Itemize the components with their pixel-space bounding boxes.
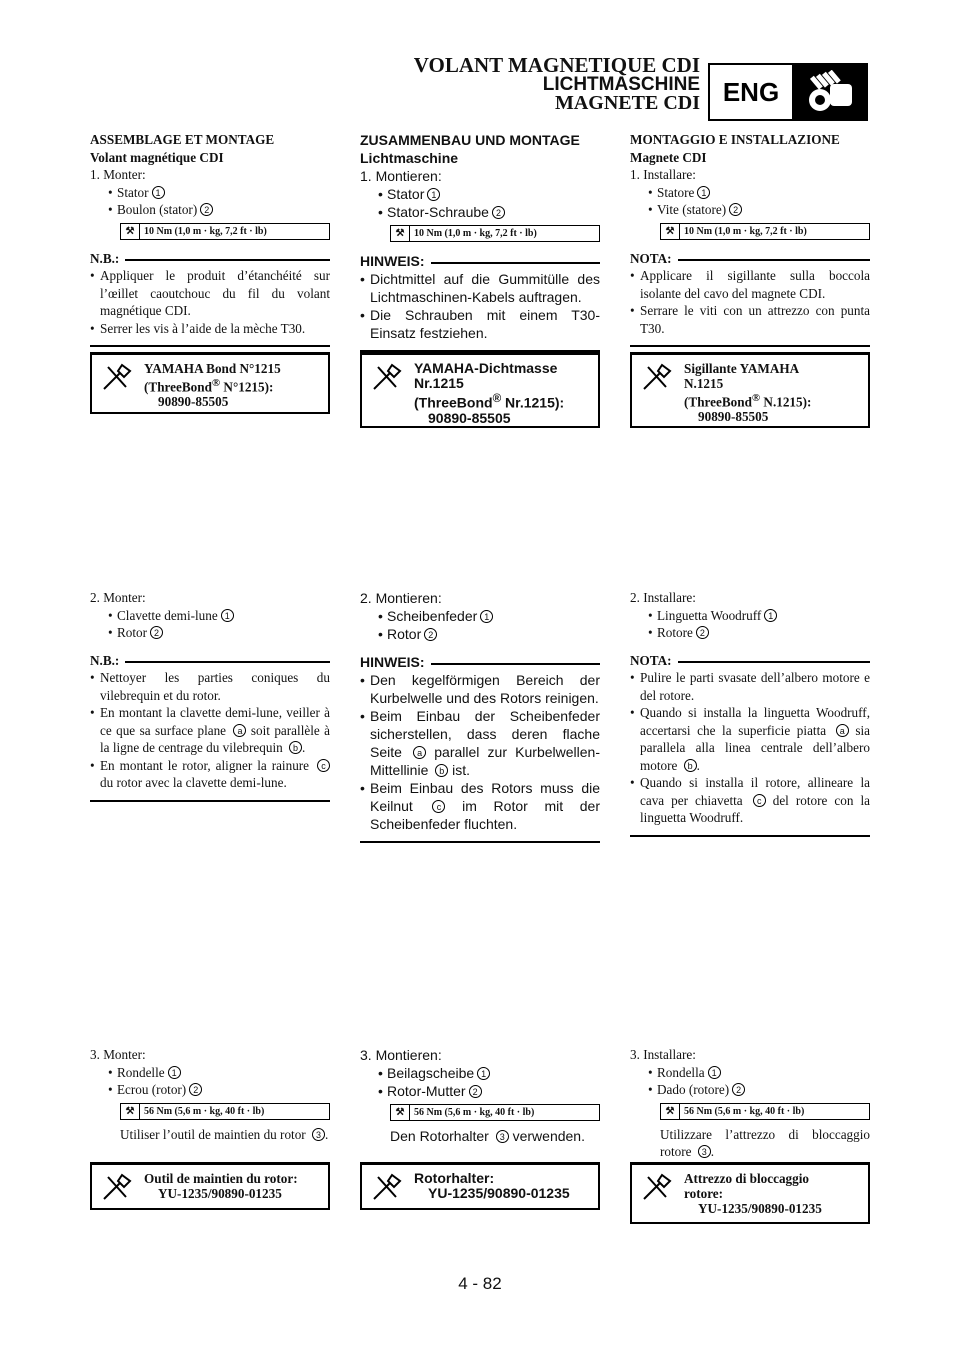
french-section-3 (90, 1046, 330, 1143)
text: 56 Nm (5,6 m · kg, 40 ft · lb) (144, 1105, 265, 1117)
text: Magnete CDI (630, 149, 707, 165)
text: N°1215): (220, 379, 274, 395)
text: sia parallela alla linea centrale dell’albero motore (640, 722, 871, 773)
text: 2 (732, 1083, 745, 1096)
text: Rondelle (117, 1064, 165, 1080)
list-item (360, 607, 600, 625)
torque-spec (120, 223, 330, 240)
special-tool-box (360, 352, 600, 428)
note-item: • Serrer les vis à l’aide de la mèche T30. (90, 320, 330, 338)
torque-wrench-icon: ⚒ (391, 1105, 410, 1120)
callout-number: 2 (150, 626, 163, 639)
text: Den Rotorhalter (390, 1128, 493, 1144)
text: 2 (469, 1085, 482, 1098)
text: Beim Einbau der Scheibenfeder sicherstellen, dass deren flache Seite (370, 708, 600, 760)
text: YU-1235/90890-01235 (698, 1201, 822, 1216)
note-item: • Nettoyer les parties coniques du vilebrequin et du rotor. (90, 669, 330, 704)
text: Dado (rotore) (657, 1082, 730, 1097)
text: Quando si installa il rotore, allineare la cava per chiavetta (640, 775, 870, 808)
text: MONTAGGIO E INSTALLAZIONE (630, 132, 840, 147)
german-section-2 (360, 589, 600, 843)
text: . (302, 740, 306, 755)
text: b (684, 759, 697, 772)
special-tool-icon (362, 355, 412, 426)
note-block (90, 250, 330, 348)
text: c (432, 800, 445, 813)
text: YAMAHA-Dichtmasse (414, 360, 558, 376)
text: 1 (427, 188, 440, 201)
note-item: • Dichtmittel auf die Gummitülle des Lichtmaschinen-Kabels auftragen. (360, 270, 600, 306)
text: 2. Montieren: (360, 590, 442, 606)
french-section-1 (90, 131, 330, 347)
text: . (324, 1126, 329, 1142)
list-item (90, 201, 330, 219)
text: En montant la clavette demi-lune, veiller à ce que sa surface plane (100, 705, 330, 738)
torque-spec (660, 223, 870, 240)
note-item: • Den kegelförmigen Bereich der Kurbelwelle und des Rotors reinigen. (360, 671, 600, 707)
list-item (630, 1081, 870, 1099)
text: Rotore (657, 625, 693, 640)
text: 56 Nm (5,6 m · kg, 40 ft · lb) (684, 1105, 805, 1117)
text: Lichtmaschine (360, 150, 459, 166)
italian-section-1 (630, 131, 870, 347)
text: Sigillante YAMAHA (684, 361, 800, 376)
text: 2 (729, 203, 742, 216)
list-item (90, 624, 330, 642)
note-block (90, 652, 330, 802)
instruction-text (630, 1126, 870, 1161)
text: Clavette demi-lune (117, 607, 218, 623)
text: YU-1235/90890-01235 (158, 1186, 282, 1201)
text: 56 Nm (5,6 m · kg, 40 ft · lb) (414, 1107, 535, 1118)
text: c (317, 759, 330, 772)
text: YAMAHA Bond N°1215 (144, 361, 281, 376)
callout-number: 1 (152, 186, 165, 199)
special-tool-icon (632, 1165, 682, 1222)
italian-section-2 (630, 589, 870, 837)
text: del rotore con la linguetta Woodruff. (640, 792, 870, 825)
text: 2 (424, 628, 437, 641)
text: N.1215): (760, 394, 812, 410)
text: 1. Installare: (630, 167, 696, 182)
note-block (630, 250, 870, 348)
text: Scheibenfeder (387, 608, 478, 624)
instruction-text (360, 1127, 600, 1145)
header-title-fr: VOLANT MAGNETIQUE CDI (413, 53, 700, 77)
text: ® (751, 392, 761, 404)
french-section-2 (90, 589, 330, 802)
note-block (360, 252, 600, 352)
page-header (300, 53, 700, 114)
torque-wrench-icon: ⚒ (391, 226, 410, 241)
list-item (360, 625, 600, 643)
text: 1. Montieren: (360, 168, 442, 184)
note-item (90, 757, 330, 792)
text: a (413, 746, 426, 759)
special-tool-box (630, 1162, 870, 1224)
text: Rotorhalter: (414, 1170, 495, 1186)
text: 1 (708, 1066, 721, 1079)
note-item: • Appliquer le produit d’étanchéité sur l’œillet caoutchouc du fil du volant magnétique CDI. (90, 267, 330, 320)
text: N.B.: (90, 652, 120, 668)
section-heading: ASSEMBLAGE ET MONTAGE (90, 132, 275, 147)
text: ® (211, 377, 221, 389)
torque-wrench-icon: ⚒ (121, 1104, 140, 1119)
text: 2 (492, 206, 505, 219)
list-item (360, 1064, 600, 1082)
text: En montant le rotor, aligner la rainure (100, 757, 314, 773)
text: Linguetta Woodruff (657, 607, 762, 623)
text: Statore (657, 184, 695, 200)
torque-spec (660, 1103, 870, 1120)
text: 1 (477, 1067, 490, 1080)
text: 10 Nm (1,0 m · kg, 7,2 ft · lb) (144, 225, 267, 237)
text: Stator (117, 184, 149, 200)
text: . (710, 1144, 715, 1159)
step-label: 1. Monter: (90, 167, 146, 182)
note-item: • Applicare il sigillante sulla boccola isolante del cavo del magnete CDI. (630, 267, 870, 302)
text: Rotor-Mutter (387, 1083, 466, 1099)
text: 3. Monter: (90, 1047, 146, 1062)
text: Outil de maintien du rotor: (144, 1171, 298, 1186)
callout-number: 2 (200, 203, 213, 216)
text: a (233, 724, 246, 737)
header-title-de: LICHTMASCHINE (542, 74, 700, 95)
list-item (360, 1082, 600, 1100)
list-item (630, 1064, 870, 1082)
text: 2 (696, 626, 709, 639)
text: Quando si installa la linguetta Woodruff, accertarsi che la superficie piatta (640, 705, 870, 738)
special-tool-box (360, 1162, 600, 1210)
text: 1 (764, 609, 777, 622)
list-item (630, 624, 870, 642)
list-item (630, 201, 870, 219)
text: Attrezzo di bloccaggio (684, 1171, 810, 1186)
note-item (630, 774, 870, 827)
text: (ThreeBond (414, 394, 493, 411)
text: Vite (statore) (657, 202, 727, 217)
text: ist. (448, 762, 471, 778)
text: c (753, 794, 766, 807)
german-section-1 (360, 131, 600, 352)
text: Nr.1215): (501, 394, 565, 411)
text: 1 (480, 610, 493, 623)
note-item (630, 704, 870, 774)
instruction-text (90, 1126, 330, 1144)
text: Beim Einbau des Rotors muss die Keilnut (370, 780, 600, 814)
callout-number: 1 (221, 609, 234, 622)
text: 3. Installare: (630, 1047, 696, 1062)
note-item: • Die Schrauben mit einem T30-Einsatz festziehen. (360, 306, 600, 342)
text: 2 (189, 1083, 202, 1096)
text: Beilagscheibe (387, 1065, 475, 1081)
text: 3 (698, 1145, 711, 1158)
section-badge (708, 63, 868, 121)
note-item (90, 704, 330, 757)
text: b (435, 764, 448, 777)
torque-wrench-icon: ⚒ (121, 224, 140, 239)
text: soit parallèle à la ligne de centrage du vilebrequin (100, 722, 331, 755)
text: parallel zur Kurbelwellen-Mittellinie (370, 744, 600, 778)
text: ® (492, 392, 502, 405)
header-title-it: MAGNETE CDI (554, 92, 700, 114)
text: 3 (312, 1128, 325, 1141)
text: Rondella (657, 1064, 705, 1080)
text: 10 Nm (1,0 m · kg, 7,2 ft · lb) (414, 228, 537, 239)
text: im Rotor mit der Scheibenfeder fluchten. (370, 798, 600, 832)
torque-spec (390, 1104, 600, 1121)
text: HINWEIS: (360, 253, 425, 269)
text: Ecrou (rotor) (117, 1082, 187, 1097)
text: 90890-85505 (698, 409, 769, 425)
note-item (360, 707, 600, 779)
text: Boulon (stator) (117, 202, 198, 217)
note-block (630, 652, 870, 837)
list-item (360, 203, 600, 221)
torque-spec (390, 225, 600, 242)
badge-label: ENG (710, 65, 794, 119)
list-item (90, 607, 330, 625)
german-section-3 (360, 1046, 600, 1145)
text: YU-1235/90890-01235 (428, 1185, 570, 1201)
section-subheading: Volant magnétique CDI (90, 149, 224, 165)
text: du rotor avec la clavette demi-lune. (100, 775, 287, 790)
special-tool-icon (362, 1165, 412, 1208)
text: Stator-Schraube (387, 204, 489, 220)
text: Stator (387, 186, 425, 202)
text: . (696, 757, 700, 773)
wrench-tool-icon (794, 65, 866, 119)
text: 90890-85505 (428, 409, 511, 426)
text: Utiliser l’outil de maintien du rotor (120, 1126, 309, 1142)
page-number: 4 - 82 (458, 1274, 502, 1293)
text: 3 (496, 1130, 509, 1143)
note-item (360, 779, 600, 833)
text: 2. Monter: (90, 590, 146, 605)
text: (ThreeBond (684, 394, 752, 410)
text: 1 (697, 186, 710, 199)
torque-wrench-icon: ⚒ (661, 1104, 680, 1119)
text: 3. Montieren: (360, 1047, 442, 1063)
note-title: N.B.: (90, 250, 120, 266)
text: (ThreeBond (144, 379, 212, 395)
special-tool-box (630, 352, 870, 428)
special-tool-icon (92, 1165, 142, 1208)
text: verwenden. (508, 1128, 585, 1144)
torque-wrench-icon: ⚒ (661, 224, 680, 239)
note-block (360, 653, 600, 843)
text: Utilizzare l’attrezzo di bloccaggio rotore (660, 1126, 870, 1159)
note-item: • Pulire le parti svasate dell’albero motore e del rotore. (630, 669, 870, 704)
special-tool-box (90, 352, 330, 414)
text: ZUSAMMENBAU UND MONTAGE (360, 132, 580, 148)
special-tool-icon (92, 355, 142, 412)
list-item (630, 607, 870, 625)
text: 1 (168, 1066, 181, 1079)
text: 10 Nm (1,0 m · kg, 7,2 ft · lb) (684, 225, 807, 237)
italian-section-3 (630, 1046, 870, 1161)
list-item (90, 1064, 330, 1082)
text: 2. Installare: (630, 590, 696, 605)
special-tool-box (90, 1162, 330, 1210)
text: Nr.1215 (414, 375, 464, 391)
list-item (90, 184, 330, 202)
list-item (360, 185, 600, 203)
torque-spec (120, 1103, 330, 1120)
special-tool-icon (632, 355, 682, 426)
text: a (836, 724, 849, 737)
list-item (90, 1081, 330, 1099)
text: HINWEIS: (360, 654, 425, 670)
text: NOTA: (630, 652, 672, 668)
list-item (630, 184, 870, 202)
text: Rotor (387, 626, 422, 642)
text: b (289, 741, 302, 754)
text: Rotor (117, 625, 148, 640)
text: rotore: (684, 1186, 724, 1201)
text: NOTA: (630, 250, 672, 266)
text: 90890-85505 (158, 394, 229, 410)
note-item: • Serrare le viti con un attrezzo con punta T30. (630, 302, 870, 337)
text: N.1215 (684, 376, 724, 391)
